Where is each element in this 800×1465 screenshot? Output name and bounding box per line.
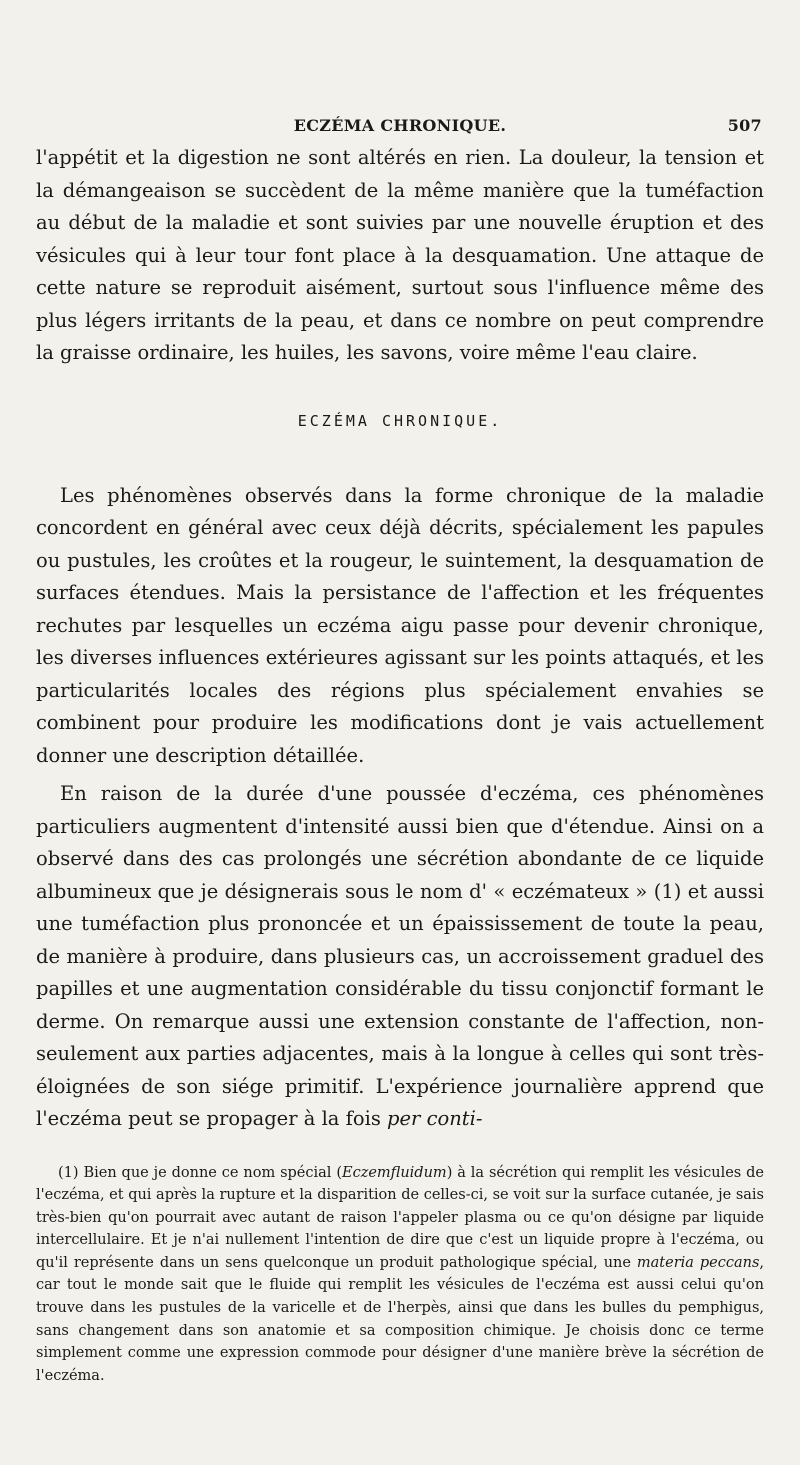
footnote-italic-1: Eczemfluidum [341,1164,447,1181]
paragraph-3-italic: per conti- [387,1107,483,1130]
running-title: ECZÉMA CHRONIQUE. [293,116,507,135]
section-title: ECZÉMA CHRONIQUE. [297,411,503,430]
footnote-mark: (1) [58,1164,79,1181]
running-header [36,112,764,142]
footnote-italic-2: materia peccans [636,1254,760,1271]
footnote-text-1: Bien que je donne ce nom spécial ( [78,1164,342,1181]
footnote-text-2: ) à la sécrétion qui remplit les vésicules de l'eczéma, et qui après la rupture et la disparition de celles-ci, se voit sur la surface cutanée, je sais très-bien qu'on pourrait avec autant de raison l'appeler plasma ou ce qu'on désigne par liquide intercellulaire. Et je n'ai nullement l'intention de dire que c'est un liquide propre à l'eczéma, ou qu'il représente dans un sens quelconque un produit pathologique spécial, une [36,1164,765,1271]
body-text [36,142,764,1136]
paragraph-1: l'appétit et la digestion ne sont altérés en rien. La douleur, la tension et la démangeaison se succèdent de la même manière que la tuméfaction au début de la maladie et sont suivies par une nouvelle éruption et des vésicules qui à leur tour font place à la desquamation. Une attaque de cette nature se reproduit aisément, surtout sous l'influence même des plus légers irritants de la peau, et dans ce nombre on peut comprendre la graisse ordinaire, les huiles, les savons, voire même l'eau claire. [36,146,764,364]
paragraph-2: Les phénomènes observés dans la forme chronique de la maladie concordent en général avec ceux déjà décrits, spécialement les papules ou pustules, les croûtes et la rougeur, le suintement, la desquamation de surfaces étendues. Mais la persistance de l'affection et les fréquentes rechutes par lesquelles un eczéma aigu passe pour devenir chronique, les diverses influences extérieures agissant sur les points attaqués, et les particularités locales des régions plus spécialement envahies se combinent pour produire les modifications dont je vais actuellement donner une description détaillée. [36,483,764,767]
footnote [36,1162,764,1388]
page-number: 507 [727,116,762,135]
footnote-text-3: , car tout le monde sait que le fluide qui remplit les vésicules de l'eczéma est aussi celui qu'on trouve dans les pustules de la varicelle et de l'herpès, ainsi que dans les bulles du pemphigus, sans changement dans son anatomie et sa composition chimique. Je choisis donc ce terme simplement comme une expression commode pour désigner d'une manière brève la sécrétion de l'eczéma. [36,1254,764,1384]
paragraph-3 [36,778,764,1136]
paragraph-3-text: En raison de la durée d'une poussée d'eczéma, ces phénomènes particuliers augmentent d'intensité aussi bien que d'étendue. Ainsi on a observé dans des cas prolongés une sécrétion abondante de ce liquide albumineux que je désignerais sous le nom d' « eczémateux » (1) et aussi une tuméfaction plus prononcée et un épaississement de toute la peau, de manière à produire, dans plusieurs cas, un accroissement graduel des papilles et une augmentation considérable du tissu conjonctif formant le derme. On remarque aussi une extension constante de l'affection, non-seulement aux parties adjacentes, mais à la longue à celles qui sont très-éloignées de son siége primitif. L'expérience journalière apprend que l'eczéma peut se propager à la fois [36,782,764,1130]
